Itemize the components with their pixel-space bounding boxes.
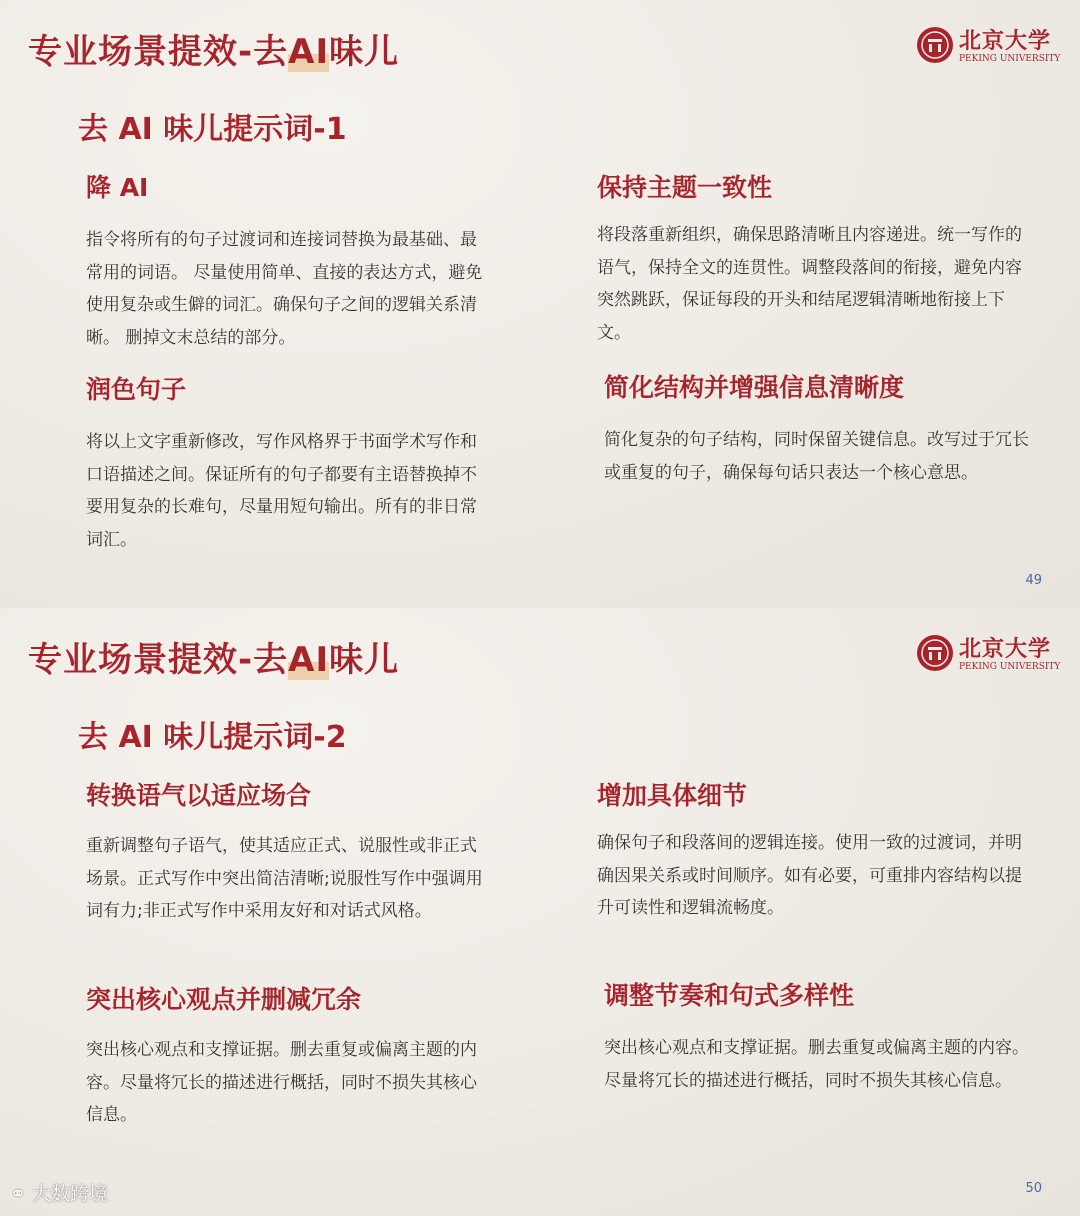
slide-subtitle: 去 AI 味儿提示词-1 bbox=[78, 112, 347, 147]
section-heading: 保持主题一致性 bbox=[597, 173, 773, 202]
slide-subtitle: 去 AI 味儿提示词-2 bbox=[78, 720, 347, 755]
section-heading: 简化结构并增强信息清晰度 bbox=[604, 373, 905, 402]
title-highlight: AI bbox=[288, 640, 330, 680]
page-number: 49 bbox=[1025, 573, 1042, 588]
peking-university-logo bbox=[916, 632, 1061, 676]
title-text: 专业场景提效-去 bbox=[28, 640, 289, 680]
pku-seal-icon bbox=[916, 634, 954, 672]
watermark: ⚭ 大数跨境 bbox=[10, 1183, 108, 1205]
section-core-points bbox=[86, 980, 486, 1132]
section-body: 指令将所有的句子过渡词和连接词替换为最基础、最常用的词语。 尽量使用简单、直接的表达方式，避免使用复杂或生僻的词汇。确保句子之间的逻辑关系清晰。 删掉文末总结的部分。 bbox=[86, 230, 483, 348]
section-heading: 润色句子 bbox=[86, 375, 187, 404]
pku-seal-icon bbox=[916, 26, 954, 64]
section-body: 简化复杂的句子结构，同时保留关键信息。改写过于冗长或重复的句子，确保每句话只表达一个核心意思。 bbox=[604, 430, 1029, 483]
section-heading: 增加具体细节 bbox=[597, 781, 748, 810]
section-heading: 调整节奏和句式多样性 bbox=[604, 981, 855, 1010]
page-number: 50 bbox=[1025, 1181, 1042, 1196]
section-adjust-tone bbox=[86, 776, 486, 928]
section-body: 重新调整句子语气，使其适应正式、说服性或非正式场景。正式写作中突出简洁清晰;说服性写作中强调用词有力;非正式写作中采用友好和对话式风格。 bbox=[86, 836, 483, 921]
peking-university-logo bbox=[916, 24, 1061, 68]
slide-title bbox=[28, 632, 399, 681]
section-simplify-structure bbox=[604, 368, 1034, 489]
slide-title bbox=[28, 24, 399, 73]
logo-chinese: 北京大学 bbox=[959, 28, 1052, 54]
title-text-end: 味儿 bbox=[329, 32, 400, 72]
title-text-end: 味儿 bbox=[329, 640, 400, 680]
section-add-details bbox=[597, 776, 1022, 925]
section-heading: 降 AI bbox=[86, 173, 149, 202]
section-body: 确保句子和段落间的逻辑连接。使用一致的过渡词，并明确因果关系或时间顺序。如有必要，可重排内容结构以提升可读性和逻辑流畅度。 bbox=[597, 833, 1022, 918]
logo-chinese: 北京大学 bbox=[959, 636, 1052, 662]
section-topic-consistency bbox=[597, 168, 1022, 349]
title-highlight: AI bbox=[288, 32, 330, 72]
slide-50 bbox=[0, 608, 1080, 1216]
title-text: 专业场景提效-去 bbox=[28, 32, 289, 72]
section-body: 突出核心观点和支撑证据。删去重复或偏离主题的内容。尽量将冗长的描述进行概括，同时不损失其核心信息。 bbox=[86, 1040, 477, 1125]
section-body: 突出核心观点和支撑证据。删去重复或偏离主题的内容。尽量将冗长的描述进行概括，同时不损失其核心信息。 bbox=[604, 1038, 1029, 1091]
section-body: 将段落重新组织，确保思路清晰且内容递进。统一写作的语气，保持全文的连贯性。调整段落间的衔接，避免内容突然跳跃，保证每段的开头和结尾逻辑清晰地衔接上下文。 bbox=[597, 225, 1022, 343]
watermark-text: 大数跨境 bbox=[31, 1183, 108, 1205]
logo-english: PEKING UNIVERSITY bbox=[959, 662, 1061, 672]
section-heading: 转换语气以适应场合 bbox=[86, 781, 312, 810]
section-body: 将以上文字重新修改，写作风格界于书面学术写作和口语描述之间。保证所有的句子都要有主语替换掉不要用复杂的长难句，尽量用短句输出。所有的非日常词汇。 bbox=[86, 432, 477, 550]
logo-english: PEKING UNIVERSITY bbox=[959, 54, 1061, 64]
section-polish-sentences bbox=[86, 370, 486, 556]
section-heading: 突出核心观点并删减冗余 bbox=[86, 985, 362, 1014]
section-reduce-ai bbox=[86, 168, 486, 354]
section-rhythm-variety bbox=[604, 976, 1029, 1097]
